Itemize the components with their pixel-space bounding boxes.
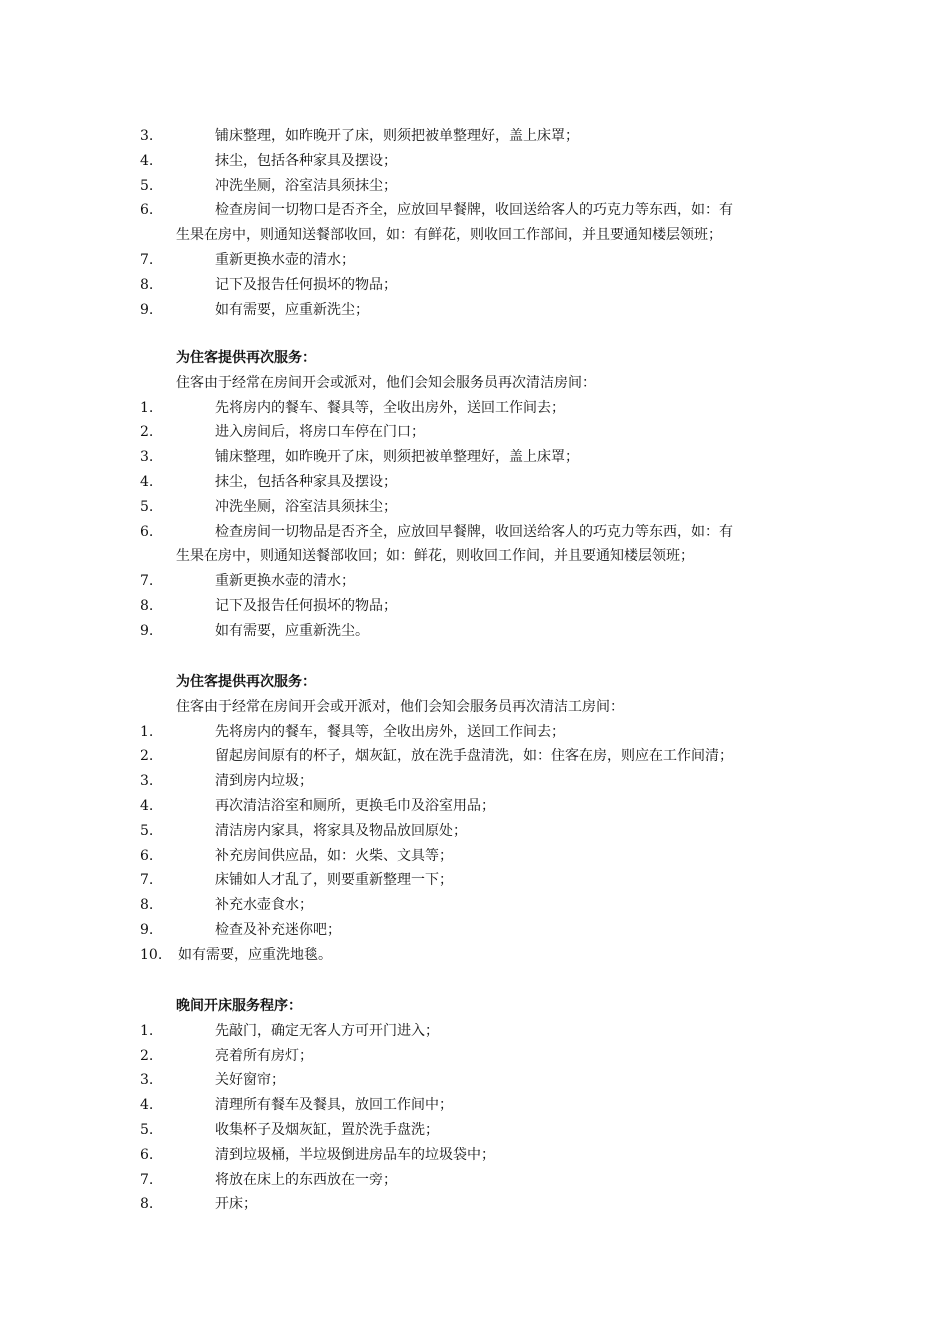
list-item (140, 273, 830, 298)
list-item (140, 1093, 830, 1118)
item-number: 8. (140, 897, 154, 914)
item-number: 4. (140, 797, 154, 814)
item-number: 3. (140, 128, 154, 144)
item-text: 关好窗帘； (215, 1072, 285, 1089)
item-text: 补充水壶食水； (215, 897, 313, 914)
item-number: 5. (140, 1121, 154, 1138)
repeat-service-section-1 (140, 346, 830, 644)
list-item (140, 744, 830, 769)
list-item (140, 594, 830, 619)
item-number: 7. (140, 872, 154, 889)
item-text: 再次清洁浴室和厕所，更换毛巾及浴室用品； (215, 797, 495, 814)
item-text: 检查房间一切物品是否齐全，应放回早餐牌，收回送给客人的巧克力等东西，如：有 (215, 523, 733, 540)
list-item (140, 720, 830, 745)
item-text: 先将房内的餐车，餐具等，全收出房外，送回工作间去； (215, 723, 565, 740)
item-text: 将放在床上的东西放在一旁； (215, 1171, 397, 1188)
item-text: 如有需要，应重新洗尘； (215, 301, 369, 318)
item-text-continued: 生果在房中，则通知送餐部收回；如：鲜花，则收回工作间，并且要通知楼层领班； (176, 548, 694, 565)
list-item (140, 819, 830, 844)
section-heading: 晚间开床服务程序： (176, 998, 302, 1014)
item-text: 先敲门，确定无客人方可开门进入； (215, 1022, 439, 1039)
item-text: 亮着所有房灯； (215, 1047, 313, 1064)
item-text: 冲洗坐厕，浴室洁具须抹尘； (215, 177, 397, 194)
item-number: 1. (140, 1022, 154, 1039)
item-number: 2. (140, 748, 154, 765)
list-item (140, 248, 830, 273)
section-intro: 住客由于经常在房间开会或开派对，他们会知会服务员再次清洁工房间： (176, 698, 624, 715)
item-text: 检查及补充迷你吧； (215, 921, 341, 938)
item-number: 1. (140, 399, 154, 416)
list-item (140, 445, 830, 470)
item-text: 先将房内的餐车、餐具等，全收出房外，送回工作间去； (215, 399, 565, 416)
list-item (140, 420, 830, 445)
list-item (140, 844, 830, 869)
item-number: 2. (140, 424, 154, 441)
item-number: 7. (140, 573, 154, 590)
list-item (140, 769, 830, 794)
list-item (140, 396, 830, 421)
item-text: 铺床整理，如昨晚开了床，则须把被单整理好，盖上床罩； (215, 449, 579, 466)
item-number: 4. (140, 152, 154, 169)
item-text: 铺床整理，如昨晚开了床，则须把被单整理好，盖上床罩； (215, 128, 579, 144)
item-number: 8. (140, 1196, 154, 1213)
item-number: 4. (140, 473, 154, 490)
item-number: 8. (140, 597, 154, 614)
list-item (140, 124, 830, 149)
item-text: 记下及报告任何损坏的物品； (215, 597, 397, 614)
list-item (140, 868, 830, 893)
item-text: 重新更换水壶的清水； (215, 251, 355, 268)
item-text: 清理所有餐车及餐具，放回工作间中； (215, 1097, 453, 1114)
item-number: 7. (140, 251, 154, 268)
list-item (140, 893, 830, 918)
item-text: 留起房间原有的杯子，烟灰缸，放在洗手盘清洗，如：住客在房，则应在工作间清； (215, 748, 733, 765)
item-number: 6. (140, 847, 154, 864)
item-number: 1. (140, 723, 154, 740)
item-text: 冲洗坐厕，浴室洁具须抹尘； (215, 498, 397, 515)
section-heading: 为住客提供再次服务： (176, 350, 316, 366)
list-item (140, 943, 830, 968)
list-item (140, 1044, 830, 1069)
section-intro: 住客由于经常在房间开会或派对，他们会知会服务员再次清洁房间： (176, 374, 596, 391)
item-number: 4. (140, 1097, 154, 1114)
item-number: 2. (140, 1047, 154, 1064)
item-text: 开床； (215, 1196, 257, 1213)
list-item (140, 1068, 830, 1093)
item-number: 6. (140, 202, 154, 219)
item-text: 床铺如人才乱了，则要重新整理一下； (215, 872, 453, 889)
list-item (140, 794, 830, 819)
list-item (140, 1168, 830, 1193)
item-text: 重新更换水壶的清水； (215, 573, 355, 590)
list-item (140, 298, 830, 323)
item-text: 抹尘，包括各种家具及摆设； (215, 152, 397, 169)
list-item (140, 470, 830, 495)
item-number: 6. (140, 523, 154, 540)
item-text: 清到垃圾桶，半垃圾倒进房品车的垃圾袋中； (215, 1146, 495, 1163)
item-text: 清到房内垃圾； (215, 773, 313, 790)
item-number: 10. (140, 946, 163, 963)
list-item (140, 198, 830, 223)
item-number: 8. (140, 276, 154, 293)
item-number: 5. (140, 177, 154, 194)
item-number: 9. (140, 622, 154, 639)
item-number: 9. (140, 921, 154, 938)
item-text: 收集杯子及烟灰缸，置於洗手盘洗； (215, 1121, 439, 1138)
item-text: 记下及报告任何损坏的物品； (215, 276, 397, 293)
item-text: 抹尘，包括各种家具及摆设； (215, 473, 397, 490)
item-text-continued: 生果在房中，则通知送餐部收回，如：有鲜花，则收回工作部间，并且要通知楼层领班； (176, 227, 722, 244)
item-number: 3. (140, 449, 154, 466)
item-number: 5. (140, 822, 154, 839)
repeat-service-section-2 (140, 670, 830, 968)
item-number: 7. (140, 1171, 154, 1188)
list-item (140, 1192, 830, 1217)
item-number: 9. (140, 301, 154, 318)
item-number: 5. (140, 498, 154, 515)
item-text: 补充房间供应品，如：火柴、文具等； (215, 847, 453, 864)
list-item (140, 1118, 830, 1143)
list-item (140, 1143, 830, 1168)
list-item (140, 149, 830, 174)
list-item (140, 918, 830, 943)
item-text: 清洁房内家具，将家具及物品放回原处； (215, 822, 467, 839)
cleaning-list-continued (140, 124, 830, 322)
list-item (140, 1019, 830, 1044)
turndown-service-section (140, 994, 830, 1217)
section-heading: 为住客提供再次服务： (176, 674, 316, 690)
list-item (140, 619, 830, 644)
item-text: 进入房间后，将房口车停在门口； (215, 424, 425, 441)
list-item (140, 569, 830, 594)
item-text: 如有需要，应重洗地毯。 (178, 946, 332, 963)
list-item (140, 495, 830, 520)
item-number: 3. (140, 773, 154, 790)
item-number: 6. (140, 1146, 154, 1163)
item-text: 如有需要，应重新洗尘。 (215, 622, 369, 639)
list-item (140, 520, 830, 545)
item-text: 检查房间一切物口是否齐全，应放回早餐牌，收回送给客人的巧克力等东西，如：有 (215, 202, 733, 219)
item-number: 3. (140, 1072, 154, 1089)
list-item (140, 174, 830, 199)
